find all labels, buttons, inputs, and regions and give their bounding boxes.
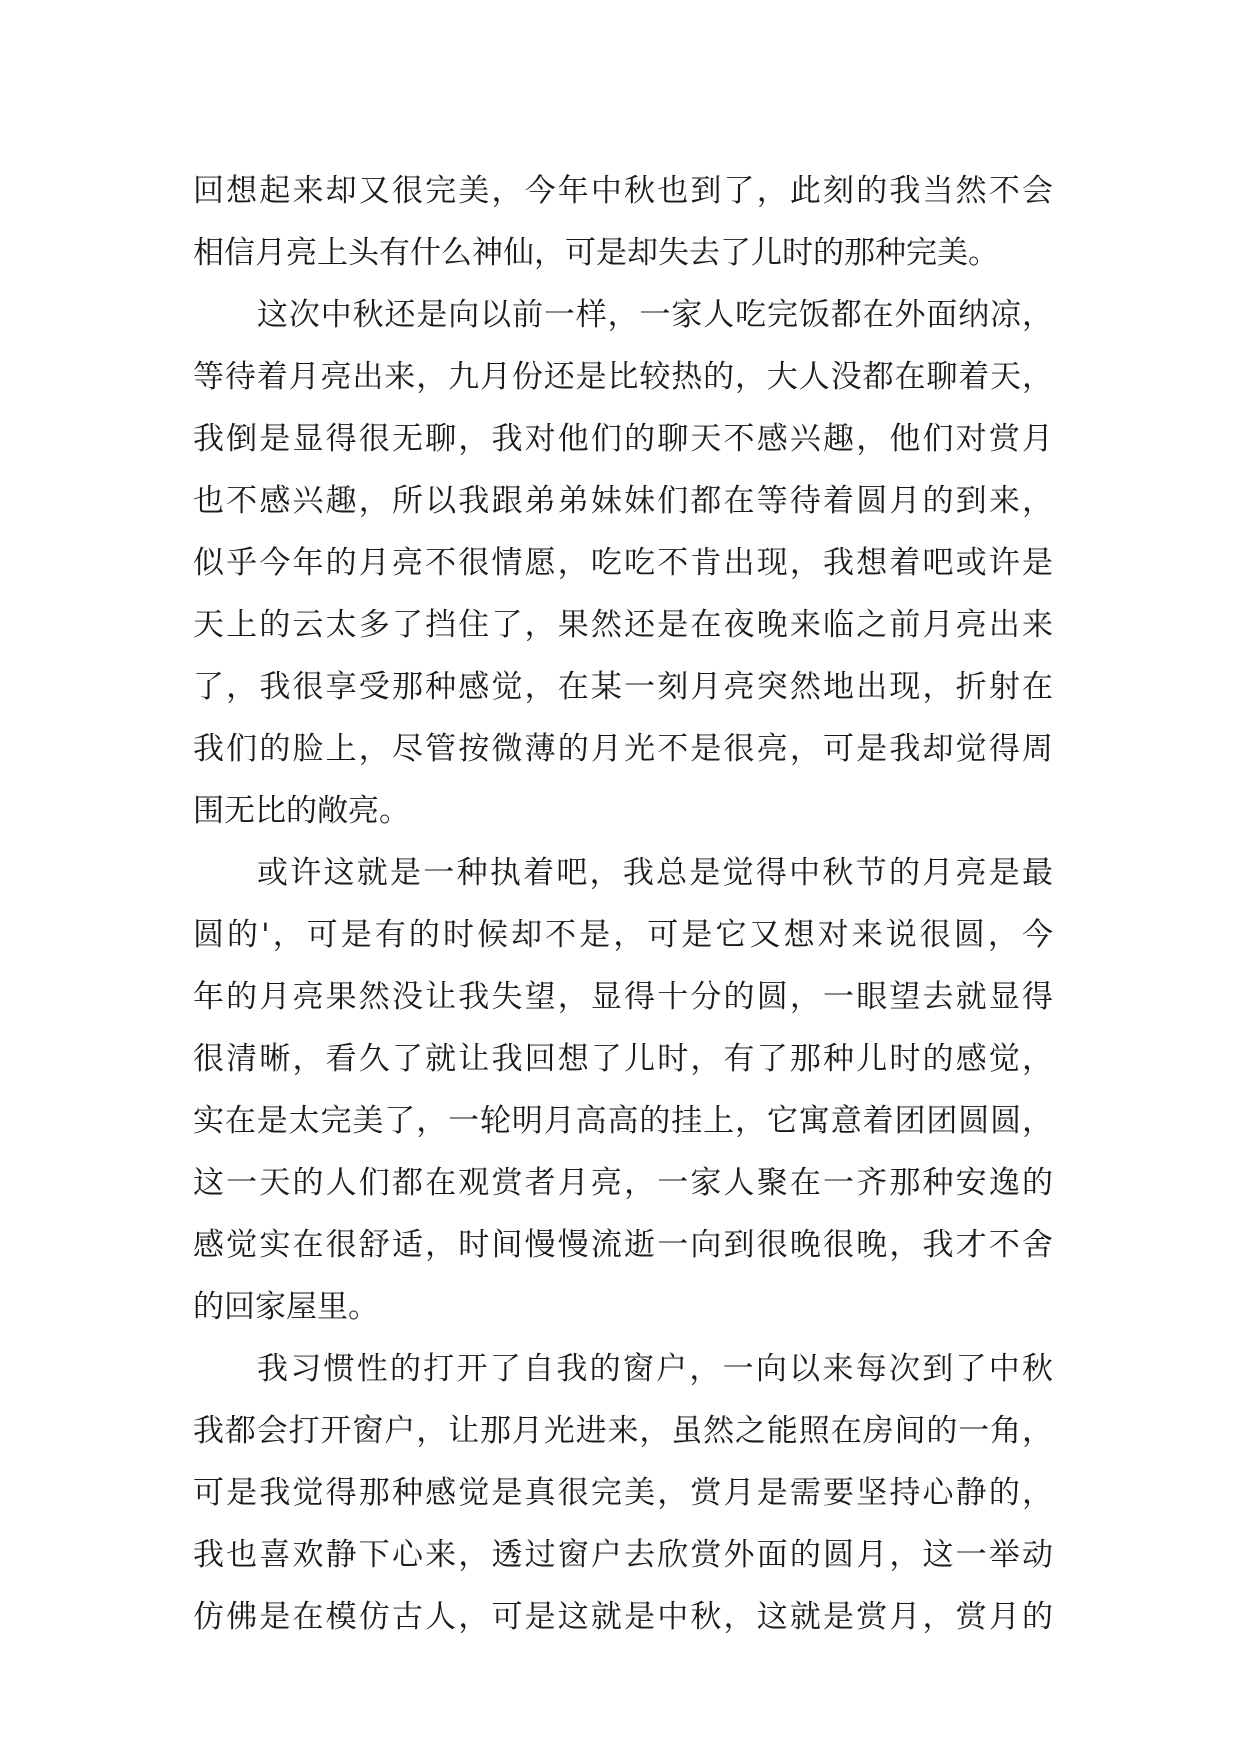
text-line: 回想起来却又很完美，今年中秋也到了，此刻的我当然不会 [193, 173, 1053, 209]
paragraph-1 [193, 160, 1053, 284]
paragraph-2 [193, 284, 1053, 842]
paragraph-3 [193, 842, 1053, 1338]
text-line: 天上的云太多了挡住了，果然还是在夜晚来临之前月亮出来 [193, 607, 1053, 643]
text-line: 这一天的人们都在观赏者月亮，一家人聚在一齐那种安逸的 [193, 1165, 1053, 1201]
text-line: 或许这就是一种执着吧，我总是觉得中秋节的月亮是最 [257, 855, 1053, 891]
text-line: 年的月亮果然没让我失望，显得十分的圆，一眼望去就显得 [193, 979, 1053, 1015]
text-line: 很清晰，看久了就让我回想了儿时，有了那种儿时的感觉， [193, 1041, 1053, 1077]
text-line: 感觉实在很舒适，时间慢慢流逝一向到很晚很晚，我才不舍 [193, 1227, 1053, 1263]
document-body [193, 160, 1053, 1648]
paragraph-4 [193, 1338, 1053, 1648]
text-line: 了，我很享受那种感觉，在某一刻月亮突然地出现，折射在 [193, 669, 1053, 705]
text-line: 也不感兴趣，所以我跟弟弟妹妹们都在等待着圆月的到来， [193, 483, 1053, 519]
text-line: 等待着月亮出来，九月份还是比较热的，大人没都在聊着天， [193, 359, 1053, 395]
text-line: 我们的脸上，尽管按微薄的月光不是很亮，可是我却觉得周 [193, 731, 1053, 767]
text-line: 实在是太完美了，一轮明月高高的挂上，它寓意着团团圆圆， [193, 1103, 1053, 1139]
text-line: 我倒是显得很无聊，我对他们的聊天不感兴趣，他们对赏月 [193, 421, 1053, 457]
text-line: 圆的'，可是有的时候却不是，可是它又想对来说很圆，今 [193, 917, 1053, 953]
text-line: 我都会打开窗户，让那月光进来，虽然之能照在房间的一角， [193, 1413, 1053, 1449]
text-line: 似乎今年的月亮不很情愿，吃吃不肯出现，我想着吧或许是 [193, 545, 1053, 581]
text-line: 仿佛是在模仿古人，可是这就是中秋，这就是赏月，赏月的 [193, 1599, 1053, 1635]
text-line: 这次中秋还是向以前一样，一家人吃完饭都在外面纳凉， [257, 297, 1053, 333]
text-line: 我也喜欢静下心来，透过窗户去欣赏外面的圆月，这一举动 [193, 1537, 1053, 1573]
text-line: 我习惯性的打开了自我的窗户，一向以来每次到了中秋 [257, 1351, 1053, 1387]
text-line: 的回家屋里。 [193, 1289, 379, 1325]
text-line: 相信月亮上头有什么神仙，可是却失去了儿时的那种完美。 [193, 235, 999, 271]
text-line: 围无比的敞亮。 [193, 793, 410, 829]
text-line: 可是我觉得那种感觉是真很完美，赏月是需要坚持心静的， [193, 1475, 1053, 1511]
